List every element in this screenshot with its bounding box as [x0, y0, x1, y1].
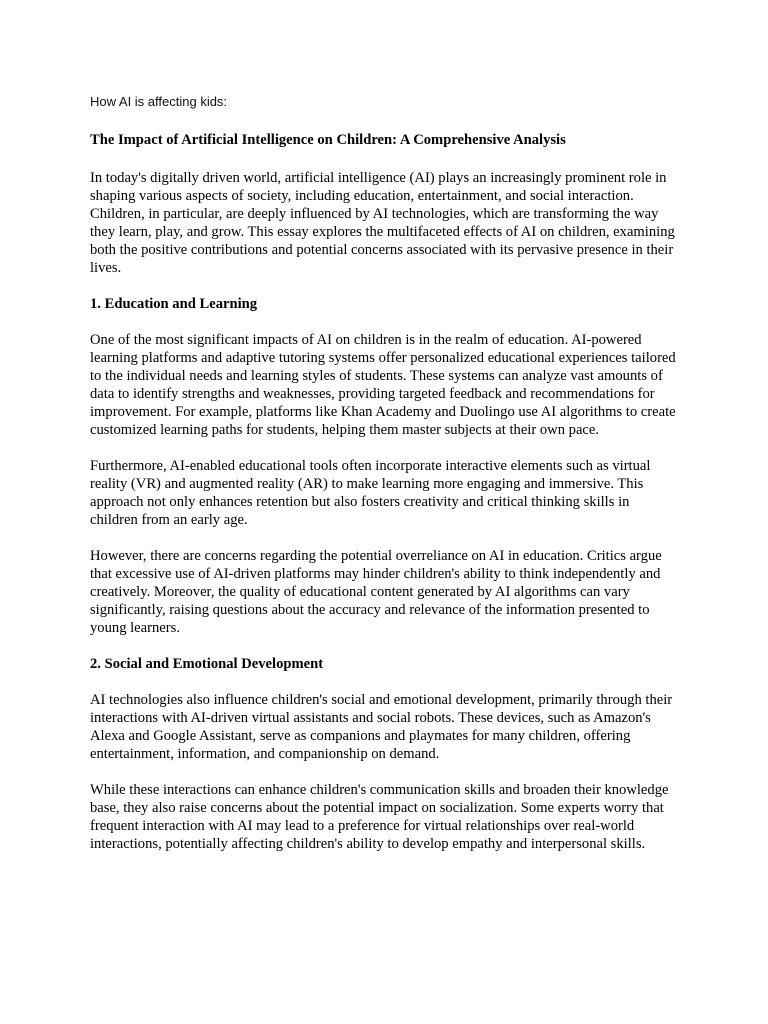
section-paragraph: However, there are concerns regarding the potential overreliance on AI in education. Critics argue that excessive use of AI-driven platforms may hinder children's ability to think independently and creatively. Moreover, the quality of educational content generated by AI algorithms can vary significantly, raising questions about the accuracy and relevance of the information presented to young learners. — [90, 548, 662, 636]
section-heading: 2. Social and Emotional Development — [90, 656, 324, 672]
section-social-emotional — [90, 655, 680, 853]
document-page — [90, 93, 680, 871]
section-paragraph: While these interactions can enhance children's communication skills and broaden their knowledge base, they also raise concerns about the potential impact on socialization. Some experts worry that frequent interaction with AI may lead to a preference for virtual relationships over real-world interactions, potentially affecting children's ability to develop empathy and interpersonal skills. — [90, 782, 669, 852]
section-heading: 1. Education and Learning — [90, 296, 258, 312]
document-pretitle: How AI is affecting kids: — [90, 94, 228, 109]
document-title: The Impact of Artificial Intelligence on Children: A Comprehensive Analysis — [90, 132, 566, 148]
section-education — [90, 295, 680, 637]
section-paragraph: One of the most significant impacts of AI on children is in the realm of education. AI-powered learning platforms and adaptive tutoring systems offer personalized educational experiences tailored to the individual needs and learning styles of students. These systems can analyze vast amounts of data to identify strengths and weaknesses, providing targeted feedback and recommendations for improvement. For example, platforms like Khan Academy and Duolingo use AI algorithms to create customized learning paths for students, helping them master subjects at their own pace. — [90, 332, 676, 438]
section-paragraph: AI technologies also influence children's social and emotional development, primarily through their interactions with AI-driven virtual assistants and social robots. These devices, such as Amazon's Alexa and Google Assistant, serve as companions and playmates for many children, offering entertainment, information, and companionship on demand. — [90, 692, 673, 762]
section-paragraph: Furthermore, AI-enabled educational tools often incorporate interactive elements such as virtual reality (VR) and augmented reality (AR) to make learning more engaging and immersive. This approach not only enhances retention but also fosters creativity and critical thinking skills in children from an early age. — [90, 458, 651, 528]
intro-paragraph: In today's digitally driven world, artificial intelligence (AI) plays an increasingly prominent role in shaping various aspects of society, including education, entertainment, and social interaction. Children, in particular, are deeply influenced by AI technologies, which are transforming the way they learn, play, and grow. This essay explores the multifaceted effects of AI on children, examining both the positive contributions and potential concerns associated with its pervasive presence in their lives. — [90, 170, 675, 276]
